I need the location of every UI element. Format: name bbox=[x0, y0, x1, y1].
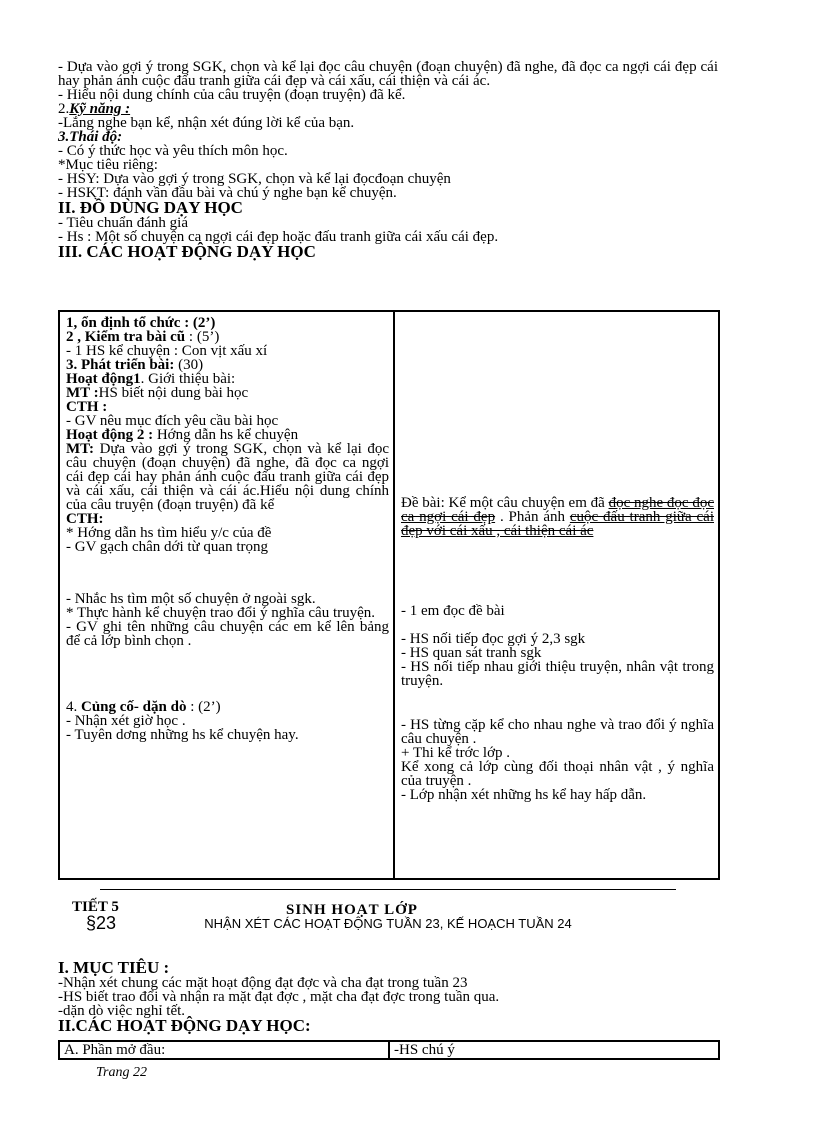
step-2-item: - 1 HS kể chuyện : Con vịt xấu xí bbox=[66, 343, 268, 359]
topic-text bbox=[401, 496, 714, 538]
class-goal-2: -HS biết trao đổi và nhận ra mặt đạt đợc , mặt cha đạt đợc trong tuần qua. bbox=[58, 989, 500, 1005]
skill-number: 2. bbox=[58, 101, 70, 117]
activity-2-text: Hớng dẫn hs kể chuyện bbox=[153, 427, 299, 443]
skill-text: -Lắng nghe bạn kể, nhận xét đúng lời kể của bạn. bbox=[58, 115, 355, 131]
objective-2: - Hiểu nội dung chính của câu truyện (đoạn truyện) đã kể. bbox=[58, 87, 406, 103]
goal-2-label: MT: bbox=[66, 441, 95, 457]
activity-1 bbox=[66, 372, 389, 386]
activity-1-label: Hoạt động1 bbox=[66, 371, 141, 387]
step-4-label: Củng cố- dặn dò bbox=[81, 699, 187, 715]
special-objectives-heading: *Mục tiêu riêng: bbox=[58, 157, 158, 173]
step-2-label: 2 , Kiểm tra bài cũ bbox=[66, 329, 186, 345]
student-step-1: - 1 em đọc đề bài bbox=[401, 603, 505, 619]
section-title: SINH HOẠT LỚP bbox=[286, 902, 418, 918]
step-1: 1, ổn định tổ chức : (2’) bbox=[66, 315, 216, 331]
hskt-objective: - HSKT: đánh vần đầu bài và chú ý nghe bạn kể chuyện. bbox=[58, 185, 397, 201]
activity-2 bbox=[66, 428, 389, 442]
class-response-cell: -HS chú ý bbox=[389, 1041, 719, 1059]
goal-2 bbox=[66, 442, 389, 512]
class-goals-heading: I. MỤC TIÊU : bbox=[58, 958, 170, 977]
class-goals-block bbox=[58, 960, 718, 1034]
find-stories-item: - Nhắc hs tìm một số chuyện ở ngoài sgk. bbox=[66, 591, 316, 607]
procedure-2-item-1: * Hớng dẫn hs tìm hiểu y/c của đề bbox=[66, 525, 272, 541]
procedure-1-item: - GV nêu mục đích yêu cầu bài học bbox=[66, 413, 279, 429]
lesson-table bbox=[58, 310, 720, 880]
step-4-item-1: - Nhận xét giờ học . bbox=[66, 713, 186, 729]
student-step-8: - Lớp nhận xét những hs kể hay hấp dẫn. bbox=[401, 787, 647, 803]
section-divider bbox=[100, 889, 676, 890]
step-2-time: : (5’) bbox=[185, 329, 220, 345]
procedure-1-label: CTH : bbox=[66, 399, 108, 415]
step-4-time: : (2’) bbox=[186, 699, 221, 715]
period-label: TIẾT 5 bbox=[72, 899, 119, 915]
step-3-label: 3. Phát triển bài: bbox=[66, 357, 175, 373]
goal-1 bbox=[66, 386, 389, 400]
equipment-item-2: - Hs : Một số chuyện ca ngợi cái đẹp hoặc đấu tranh giữa cái xấu cái đẹp. bbox=[58, 229, 499, 245]
step-3 bbox=[66, 358, 389, 372]
class-activities-table bbox=[58, 1040, 720, 1060]
class-activity-cell: A. Phần mở đầu: bbox=[59, 1041, 389, 1059]
student-step-3: - HS quan sát tranh sgk bbox=[401, 645, 542, 661]
section-number: §23 bbox=[86, 913, 117, 933]
student-step-6: + Thi kể trớc lớp . bbox=[401, 745, 511, 761]
step-4-number: 4. bbox=[66, 699, 81, 715]
skill-heading bbox=[58, 102, 718, 116]
student-column bbox=[394, 311, 719, 879]
attitude-text: - Có ý thức học và yêu thích môn học. bbox=[58, 143, 288, 159]
step-3-time: (30) bbox=[174, 357, 204, 373]
practice-item: * Thực hành kể chuyện trao đổi ý nghĩa câu truyện. bbox=[66, 605, 376, 621]
activity-1-text: . Giới thiệu bài: bbox=[140, 371, 236, 387]
topic-text-b: . Phản ánh bbox=[495, 509, 570, 525]
activity-2-label: Hoạt động 2 : bbox=[66, 427, 154, 443]
activities-heading: III. CÁC HOẠT ĐỘNG DẠY HỌC bbox=[58, 242, 316, 261]
topic-text-a: Đề bài: Kể một câu chuyện em đã bbox=[401, 495, 609, 511]
teacher-column bbox=[59, 311, 394, 879]
equipment-item-1: - Tiêu chuẩn đánh giá bbox=[58, 215, 188, 231]
student-step-2: - HS nối tiếp đọc gợi ý 2,3 sgk bbox=[401, 631, 586, 647]
equipment-heading: II. ĐỒ DÙNG DẠY HỌC bbox=[58, 198, 243, 217]
step-4 bbox=[66, 700, 389, 714]
procedure-2-label: CTH: bbox=[66, 511, 104, 527]
goal-1-text: HS biết nội dung bài học bbox=[98, 385, 249, 401]
topic-underline-1: đọc nghe đọc đọc ca ngợi cái đẹp bbox=[401, 495, 714, 525]
procedure-2-item-2: - GV gạch chân dới từ quan trọng bbox=[66, 539, 268, 555]
step-2 bbox=[66, 330, 389, 344]
section-subtitle: NHẬN XÉT CÁC HOẠT ĐỘNG TUẦN 23, KẾ HOẠCH TUẦN 24 bbox=[204, 916, 572, 931]
goal-1-label: MT : bbox=[66, 385, 99, 401]
attitude-heading: 3.Thái độ: bbox=[58, 129, 123, 145]
class-goal-3: -dặn dò việc nghỉ tết. bbox=[58, 1003, 186, 1019]
skill-label: Kỹ năng : bbox=[69, 101, 131, 117]
page-number: Trang 22 bbox=[96, 1065, 147, 1080]
topic-underline-2: cuộc đấu tranh giữa cái đẹp với cái xấu , cái thiện cái ác bbox=[401, 509, 714, 539]
class-goal-1: -Nhận xét chung các mặt hoạt động đạt đợc và cha đạt trong tuần 23 bbox=[58, 975, 468, 991]
student-step-7: Kể xong cả lớp cùng đối thoại nhân vật , ý nghĩa của truyện . bbox=[401, 759, 714, 789]
student-step-4: - HS nối tiếp nhau giới thiệu truyện, nhân vật trong truyện. bbox=[401, 659, 714, 689]
class-activities-heading: II.CÁC HOẠT ĐỘNG DẠY HỌC: bbox=[58, 1016, 311, 1035]
goal-2-text: Dựa vào gợi ý trong SGK, chọn và kể lại đọc câu chuyện (đoạn chuyện) đã nghe, đã đọc ca ngợi cái đẹp cái hay phản ánh cuộc đấu tranh giữa cái đẹp và cái xấu, cái thiện và cái ác.Hiểu nội dung chính của câu truyện (đoạn truyện) đã kể bbox=[66, 441, 389, 513]
record-item: - GV ghi tên những câu chuyện các em kể lên bảng để cả lớp bình chọn . bbox=[66, 619, 389, 649]
student-step-5: - HS từng cặp kể cho nhau nghe và trao đổi ý nghĩa câu chuyện . bbox=[401, 717, 714, 747]
hsy-objective: - HSY: Dựa vào gợi ý trong SGK, chọn và kể lại đọcđoạn chuyện bbox=[58, 171, 451, 187]
step-4-item-2: - Tuyên dơng những hs kể chuyện hay. bbox=[66, 727, 299, 743]
objectives-block bbox=[58, 60, 718, 260]
objective-1: - Dựa vào gợi ý trong SGK, chọn và kể lại đọc câu chuyện (đoạn chuyện) đã nghe, đã đọc ca ngợi cái đẹp cái hay phản ánh cuộc đấu tranh giữa cái đẹp và cái xấu, cái thiện và cái ác. bbox=[58, 59, 718, 89]
